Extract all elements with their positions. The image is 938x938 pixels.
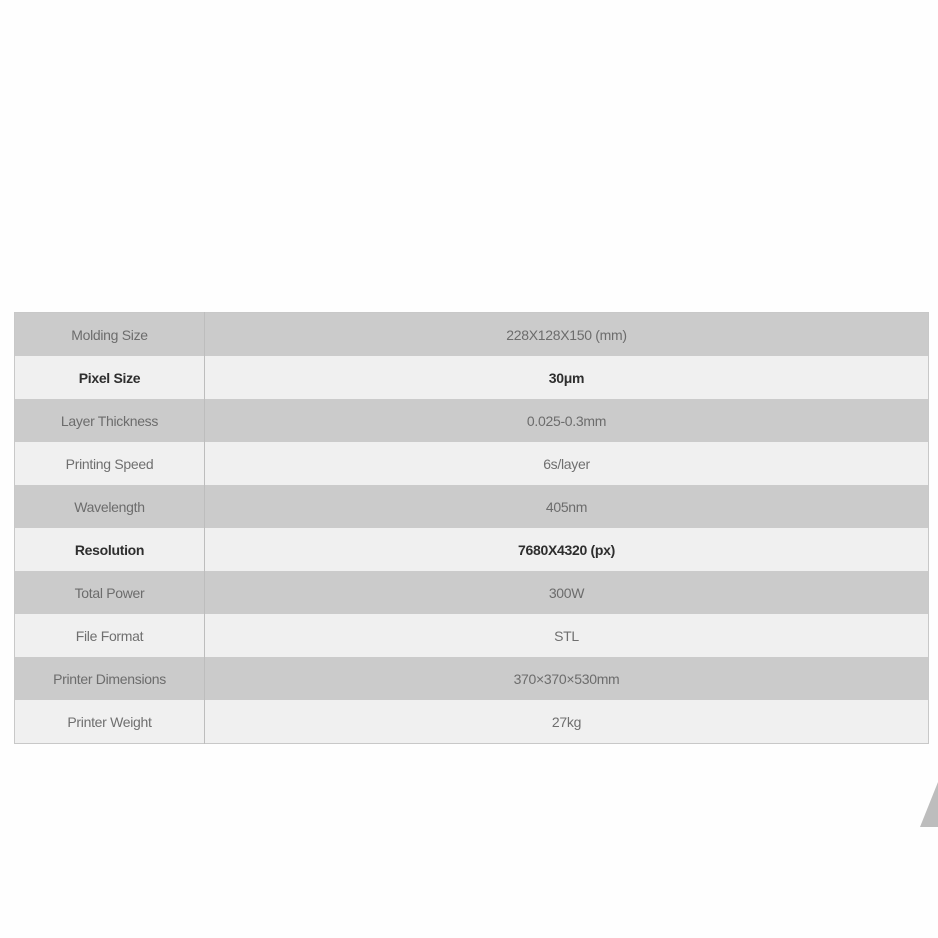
spec-label-total-power: Total Power [15, 571, 205, 614]
table-row [15, 442, 929, 485]
table-row [15, 485, 929, 528]
spec-label-file-format: File Format [15, 614, 205, 657]
spec-value-printing-speed: 6s/layer [205, 442, 929, 485]
table-row [15, 571, 929, 614]
table-row [15, 700, 929, 744]
spec-label-layer-thickness: Layer Thickness [15, 399, 205, 442]
spec-label-pixel-size: Pixel Size [15, 356, 205, 399]
table-row [15, 657, 929, 700]
corner-triangle-decoration [920, 782, 938, 827]
spec-label-wavelength: Wavelength [15, 485, 205, 528]
spec-label-resolution: Resolution [15, 528, 205, 571]
spec-table [14, 312, 929, 744]
table-row [15, 614, 929, 657]
spec-label-printer-dimensions: Printer Dimensions [15, 657, 205, 700]
table-row [15, 356, 929, 399]
spec-label-printer-weight: Printer Weight [15, 700, 205, 744]
table-row [15, 528, 929, 571]
spec-value-total-power: 300W [205, 571, 929, 614]
table-row [15, 313, 929, 357]
spec-value-wavelength: 405nm [205, 485, 929, 528]
table-row [15, 399, 929, 442]
spec-label-molding-size: Molding Size [15, 313, 205, 357]
spec-value-layer-thickness: 0.025-0.3mm [205, 399, 929, 442]
spec-value-molding-size: 228X128X150 (mm) [205, 313, 929, 357]
spec-value-printer-dimensions: 370×370×530mm [205, 657, 929, 700]
spec-value-resolution: 7680X4320 (px) [205, 528, 929, 571]
spec-value-pixel-size: 30μm [205, 356, 929, 399]
spec-label-printing-speed: Printing Speed [15, 442, 205, 485]
spec-value-file-format: STL [205, 614, 929, 657]
spec-value-printer-weight: 27kg [205, 700, 929, 744]
